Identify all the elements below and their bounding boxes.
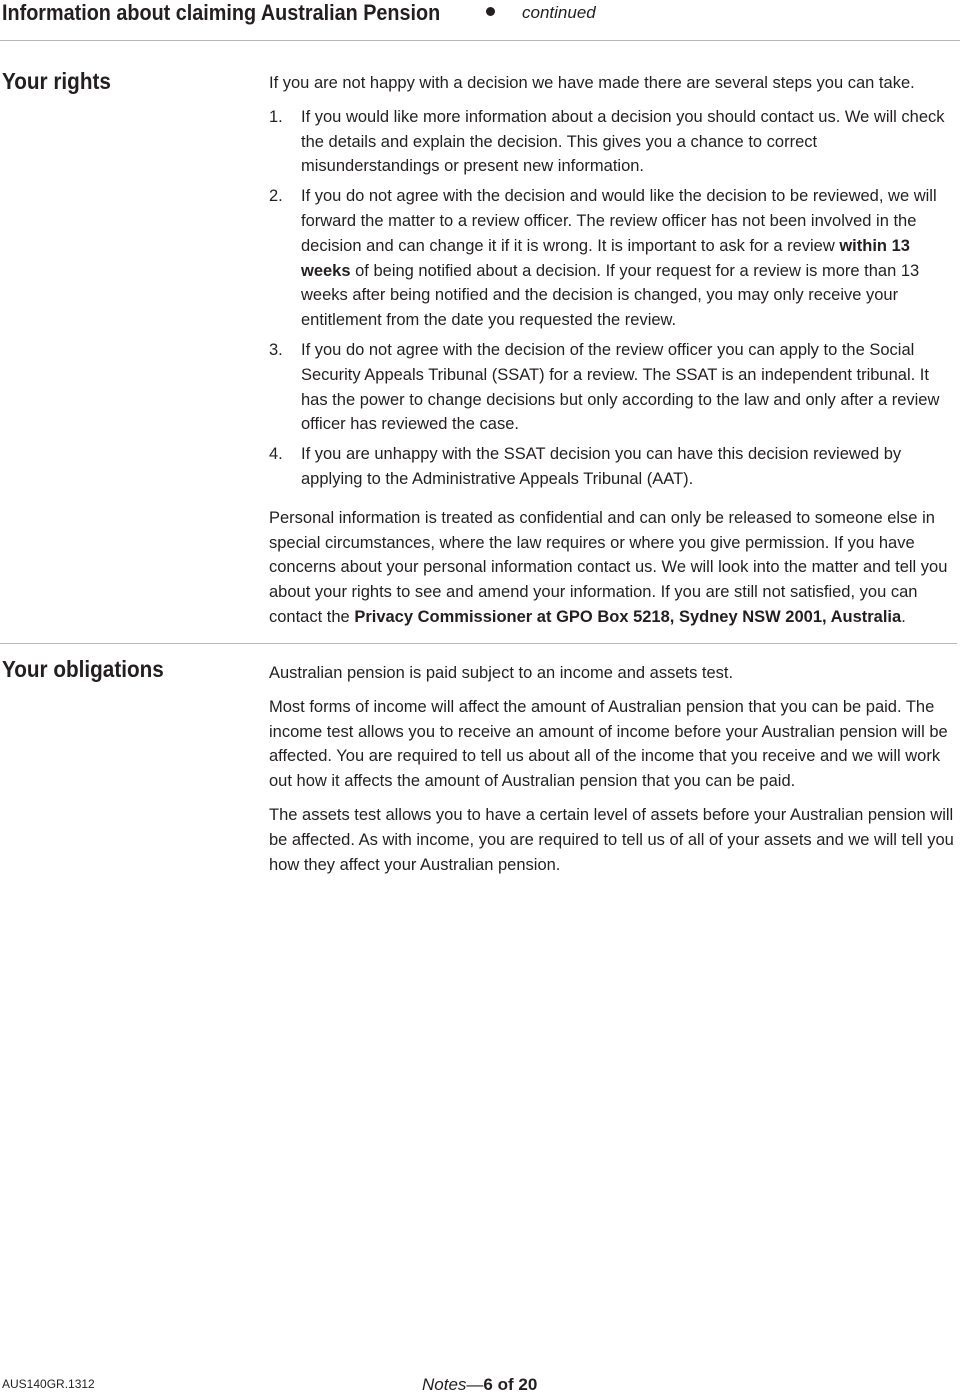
list-item-text: If you are unhappy with the SSAT decision you can have this decision reviewed by applying to the Administrative Appeals Tribunal (AAT). [301,445,902,488]
section-divider [0,643,957,644]
page-title: Information about claiming Australian Pension [2,0,441,25]
emphasis-13-weeks: within 13 weeks [301,236,910,280]
page-footer [422,1375,537,1395]
list-item-number: 4. [269,445,283,464]
privacy-text: Personal information is treated as confidential and can only be released to someone else in special circumstances, where the law requires or where you give permission. If you have concerns about your personal information contact us. We will look into the matter and tell you about your rights to see and amend your information. If you are still not satisfied, you can contact the [269,508,948,626]
privacy-text-end: . [901,607,906,626]
list-item [269,338,959,437]
list-item-number: 3. [269,340,283,359]
list-item [269,105,959,179]
privacy-commissioner-address: Privacy Commissioner at GPO Box 5218, Sydney NSW 2001, Australia [354,607,902,626]
notes-label: Notes [422,1375,467,1394]
form-code: AUS140GR.1312 [2,1377,95,1391]
list-item-text: If you would like more information about a decision you should contact us. We will check the details and explain the decision. This gives you a chance to correct misunderstandings or present new information. [301,107,945,176]
list-item-text: of being notified about a decision. If your request for a review is more than 13 weeks after being notified and the decision is changed, you may only receive your entitlement from the date you requested the review. [301,261,920,330]
obligations-body [269,661,959,886]
review-steps-list [269,105,959,492]
rights-body [269,71,959,639]
bullet-dot-icon [486,7,495,16]
list-item [269,442,959,492]
rights-intro: If you are not happy with a decision we have made there are several steps you can take. [269,74,915,92]
page-header [0,0,960,41]
continued-label: continued [522,3,596,22]
page-number: 6 of 20 [483,1375,538,1394]
list-item-text: If you do not agree with the decision of the review officer you can apply to the Social Security Appeals Tribunal (SSAT) for a review. The SSAT is an independent tribunal. It has the power to change decisions but only according to the law and only after a review officer has reviewed the case. [301,340,940,434]
section-heading-your-obligations: Your obligations [2,656,164,682]
list-item-number: 1. [269,107,283,126]
list-item-number: 2. [269,187,283,206]
footer-dash: — [466,1375,484,1394]
list-item-text: If you do not agree with the decision and would like the decision to be reviewed, we will forward the matter to a review officer. The review officer has not been involved in the decision and can change it if it is wrong. It is important to ask for a review [301,187,937,255]
obligations-paragraph: Australian pension is paid subject to an income and assets test. [269,664,734,682]
privacy-paragraph [269,506,959,630]
obligations-paragraph: The assets test allows you to have a certain level of assets before your Australian pension will be affected. As with income, you are required to tell us of all of your assets and we will tell you how they affect your Australian pension. [269,805,954,874]
list-item [269,184,959,333]
obligations-paragraph: Most forms of income will affect the amount of Australian pension that you can be paid. The income test allows you to receive an amount of income before your Australian pension will be affected. You are required to tell us about all of the income that you receive and we will work out how it affects the amount of Australian pension that you can be paid. [269,697,948,791]
section-heading-your-rights: Your rights [2,68,111,94]
